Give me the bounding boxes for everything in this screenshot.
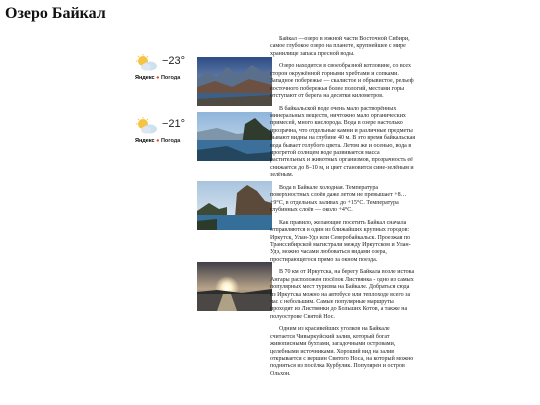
article-paragraph: В 70 км от Иркутска, на берегу Байкала возле истока Ангары расположен посёлок Листвянка - одно из самых популярных мест туризма на Байкале. Добраться сюда из Иркутска можно на автобусе или теплоходе всего за час с небольшим. Самые популярные маршруты проходят из Листвянки до Больших Котов, а также на полуострове Святой Нос.: [270, 269, 415, 320]
baikal-sunset-photo: [197, 262, 272, 311]
article-body: [270, 36, 416, 405]
weather-brand-label: Яндекс ● Погода: [135, 75, 181, 81]
page-title: Озеро Байкал: [5, 5, 106, 22]
temperature-value: −21°: [162, 118, 186, 130]
partly-cloudy-icon: [135, 54, 159, 72]
article-paragraph: Вода в Байкале холодная. Температура поверхностных слоёв даже летом не превышает +8…+9°С, в отдельных заливах до +15°С. Температура глубинных слоёв — около +4°С.: [270, 184, 407, 214]
temperature-value: −23°: [162, 55, 186, 67]
article-paragraph: В байкальской воде очень мало растворённых минеральных веществ, ничтожно мало органических примесей, много кислорода. Вода в озере настолько прозрачна, что отдельные камни и различные предметы бывают видны на глубине 40 м. В это время байкальская вода бывает голубого цвета. Летом же и осенью, вода в прогретой солнцем воде развивается масса растительных и животных организмов, прозрачность её снижается до 8–10 м, и цвет становится сине-зелёным и зелёным.: [270, 105, 416, 179]
weather-widget[interactable]: [135, 54, 187, 94]
baikal-cliff-photo: [197, 181, 272, 230]
baikal-coastline-photo: [197, 112, 272, 161]
weather-widget[interactable]: [135, 117, 187, 157]
partly-cloudy-icon: [135, 117, 159, 135]
article-paragraph: Как правило, желающие посетить Байкал сначала отправляются в один из ближайших крупных городов: Иркутск, Улан-Удэ или Северобайкальск. Проезжая по Транссибирской магистрали между Иркутском и Улан-Удэ, можно часами любоваться видами озера, простирающегося прямо за окном поезда.: [270, 219, 411, 263]
article-paragraph: Озеро находится в своеобразной котловине, со всех сторон окружённой горными хребтами и сопками. Западное побережье — скалистое и обрывистое, рельеф восточного побережья более пологий, местами горы отступают от берега на десятки километров.: [270, 63, 414, 100]
baikal-mountains-photo: [197, 57, 272, 106]
weather-brand-label: Яндекс ● Погода: [135, 138, 181, 144]
article-paragraph: Байкал —озеро в южной части Восточной Сибири, самое глубокое озеро на планете, крупнейшее с мире хранилище запаса пресной воды.: [270, 36, 410, 57]
article-paragraph: Одним из красивейших уголков на Байкале считается Чивыркуйский залив, который богат живописными бухтами, загадочными островами, целебными источниками. Хороший вид на залив открывается с вершин Святого Носа, на который можно подняться из посёлка Курбулик. Популярен и остров Ольхон.: [270, 326, 414, 377]
